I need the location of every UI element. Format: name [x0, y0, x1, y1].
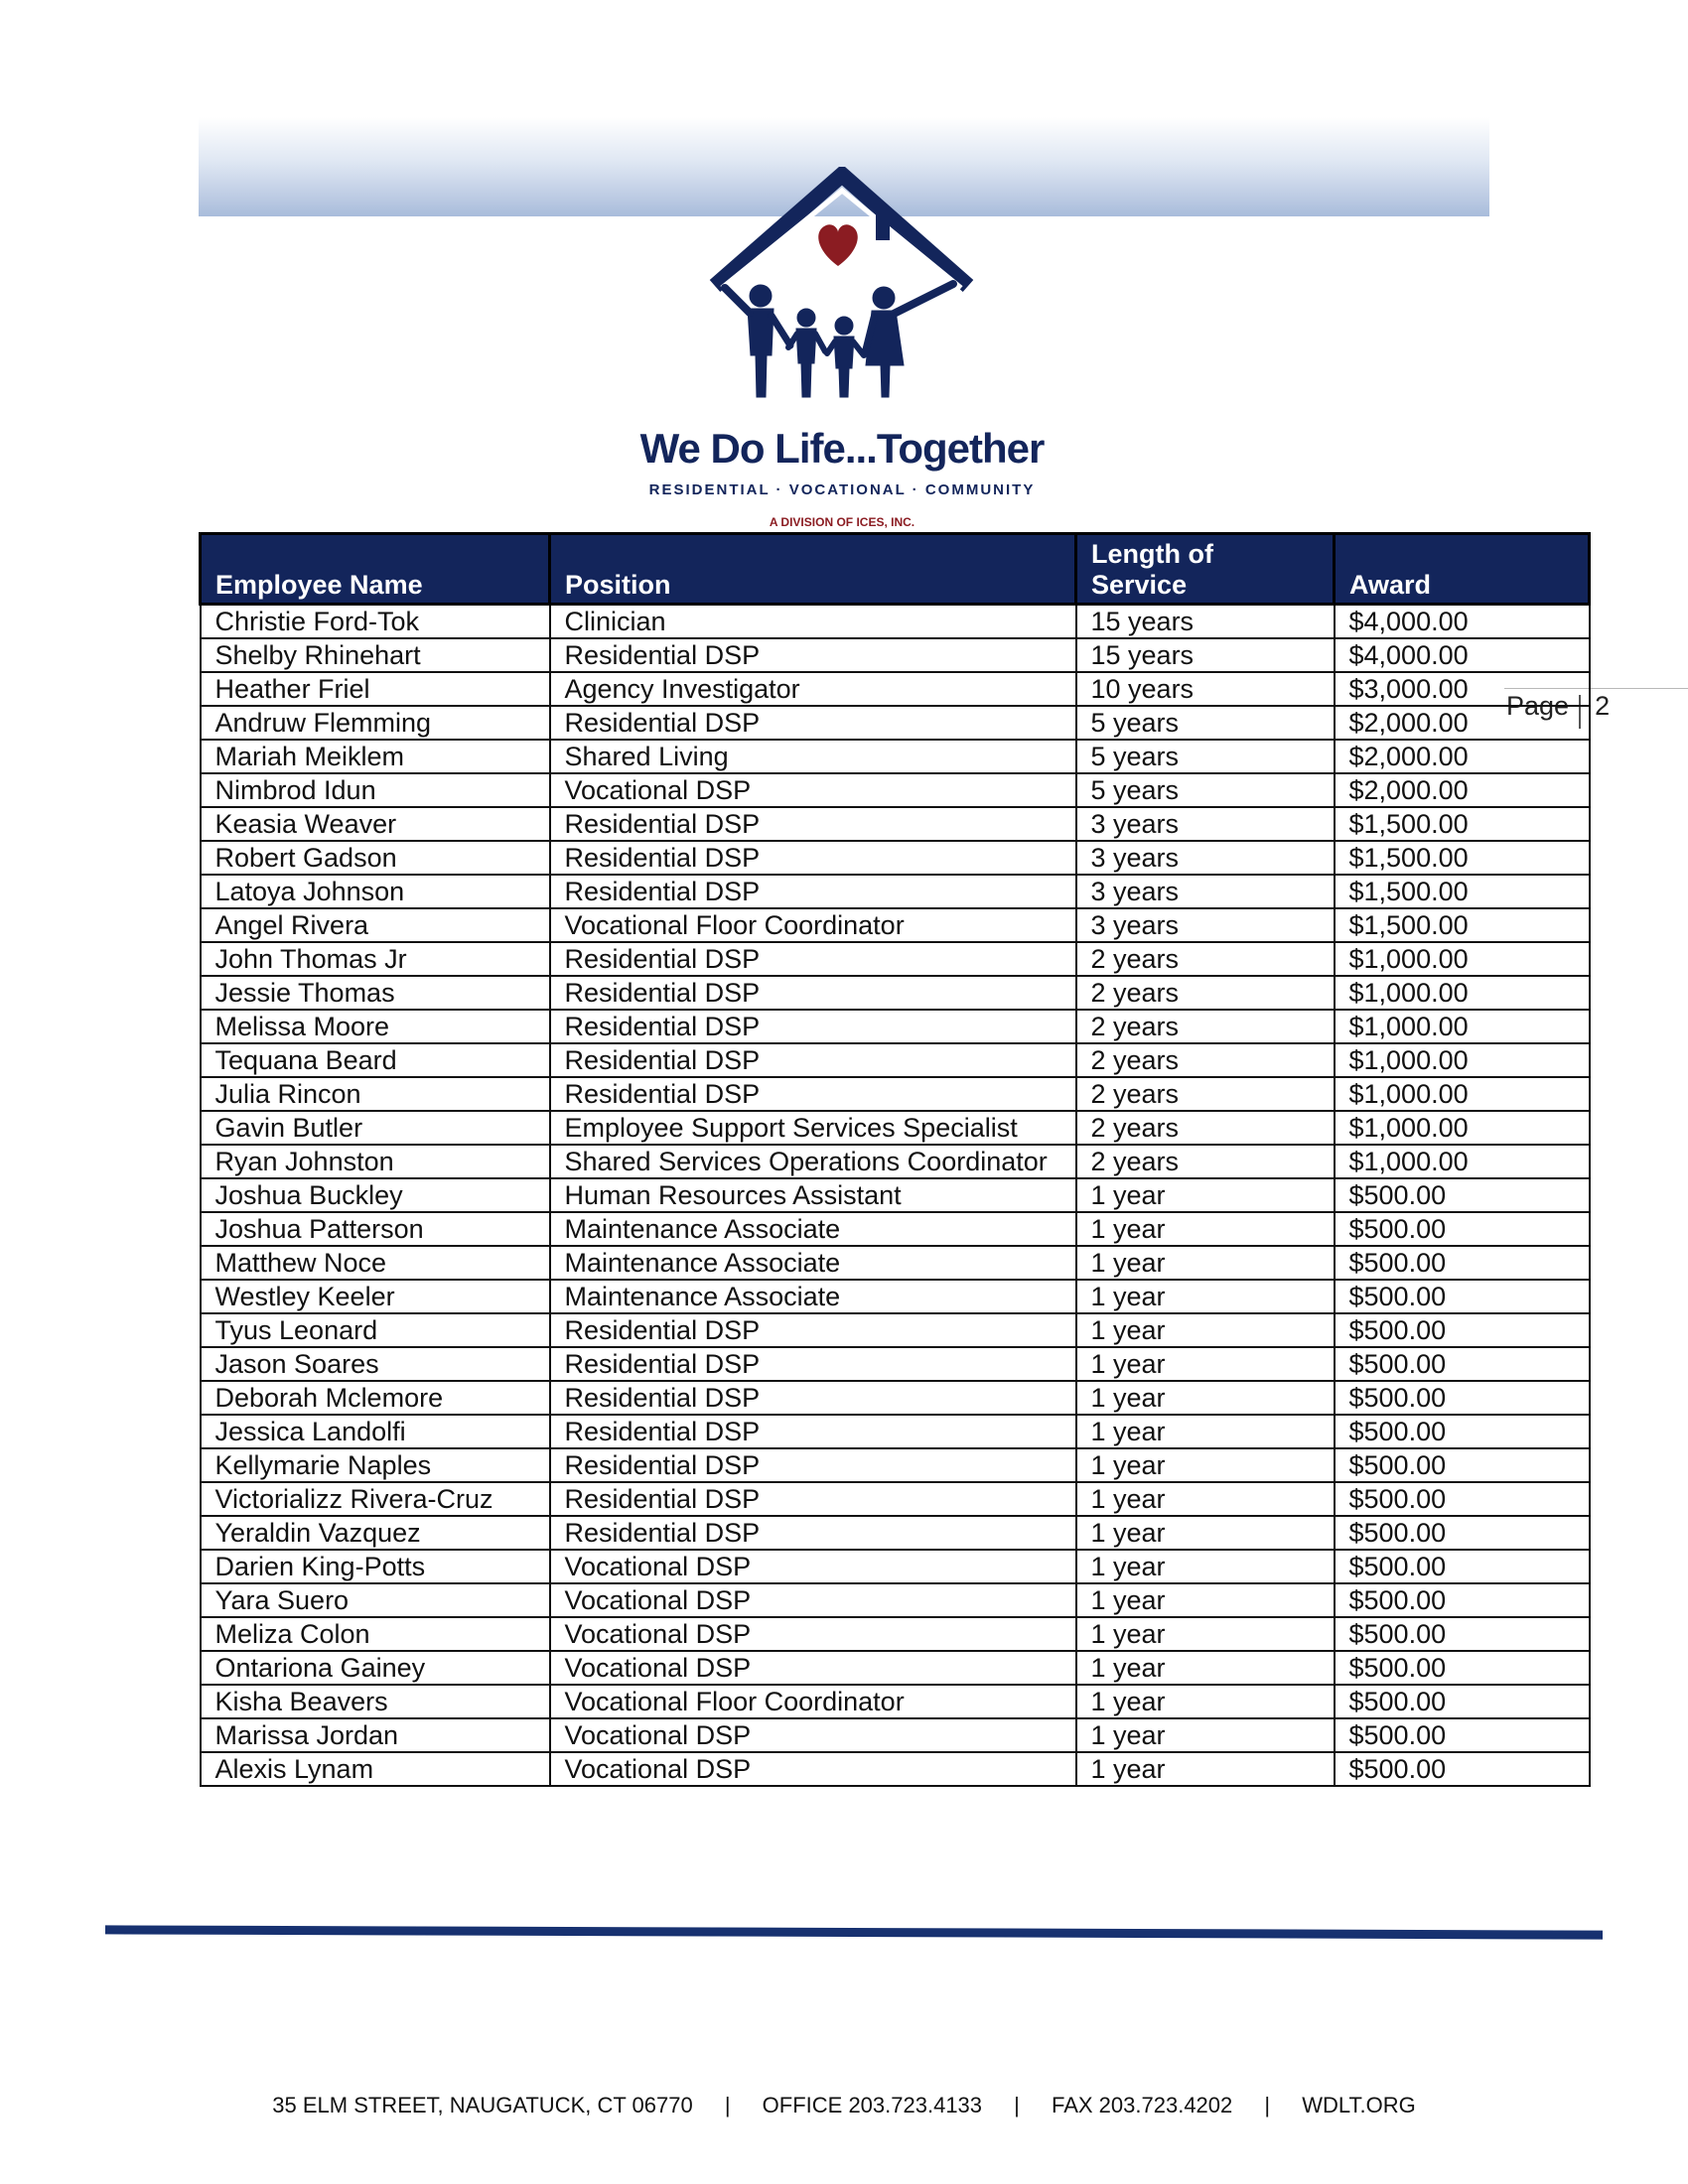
- award-cell: $3,000.00: [1335, 672, 1590, 706]
- length-of-service-cell: 2 years: [1076, 1043, 1335, 1077]
- header-position: Position: [550, 534, 1076, 605]
- table-row: [201, 1178, 1590, 1212]
- employee-name-cell: Matthew Noce: [201, 1246, 550, 1280]
- position-cell: Residential DSP: [550, 1381, 1076, 1415]
- position-cell: Residential DSP: [550, 1043, 1076, 1077]
- award-cell: $500.00: [1335, 1415, 1590, 1448]
- table-row: [201, 1212, 1590, 1246]
- length-of-service-cell: 3 years: [1076, 875, 1335, 908]
- employee-name-cell: Marissa Jordan: [201, 1718, 550, 1752]
- length-of-service-cell: 1 year: [1076, 1550, 1335, 1583]
- table-row: [201, 1651, 1590, 1685]
- table-row: [201, 1685, 1590, 1718]
- award-cell: $1,000.00: [1335, 1043, 1590, 1077]
- position-cell: Residential DSP: [550, 1077, 1076, 1111]
- page-label: Page: [1506, 691, 1570, 721]
- length-of-service-cell: 1 year: [1076, 1448, 1335, 1482]
- award-cell: $1,500.00: [1335, 908, 1590, 942]
- award-cell: $1,000.00: [1335, 976, 1590, 1010]
- logo-division: A DIVISION OF ICES, INC.: [769, 515, 915, 529]
- award-cell: $2,000.00: [1335, 740, 1590, 773]
- length-of-service-cell: 2 years: [1076, 1077, 1335, 1111]
- length-of-service-cell: 1 year: [1076, 1178, 1335, 1212]
- table-row: [201, 1077, 1590, 1111]
- position-cell: Agency Investigator: [550, 672, 1076, 706]
- table-row: [201, 773, 1590, 807]
- table-row: [201, 638, 1590, 672]
- length-of-service-cell: 1 year: [1076, 1246, 1335, 1280]
- employee-name-cell: Gavin Butler: [201, 1111, 550, 1145]
- table-row: [201, 1752, 1590, 1786]
- length-of-service-cell: 3 years: [1076, 841, 1335, 875]
- length-of-service-cell: 1 year: [1076, 1415, 1335, 1448]
- page-number-value: 2: [1595, 691, 1611, 721]
- position-cell: Residential DSP: [550, 638, 1076, 672]
- logo-subline: RESIDENTIAL · VOCATIONAL · COMMUNITY: [648, 481, 1036, 498]
- footer-address: 35 ELM STREET, NAUGATUCK, CT 06770: [272, 2093, 693, 2117]
- award-cell: $1,000.00: [1335, 1077, 1590, 1111]
- award-cell: $500.00: [1335, 1347, 1590, 1381]
- footer-separator: |: [1014, 2093, 1020, 2117]
- table-body: [201, 605, 1590, 1787]
- position-cell: Residential DSP: [550, 1313, 1076, 1347]
- position-cell: Maintenance Associate: [550, 1280, 1076, 1313]
- table-row: [201, 605, 1590, 639]
- employee-name-cell: Ryan Johnston: [201, 1145, 550, 1178]
- header-employee-name: Employee Name: [201, 534, 550, 605]
- length-of-service-cell: 1 year: [1076, 1347, 1335, 1381]
- employee-name-cell: Alexis Lynam: [201, 1752, 550, 1786]
- employee-name-cell: Keasia Weaver: [201, 807, 550, 841]
- length-of-service-cell: 5 years: [1076, 773, 1335, 807]
- award-cell: $500.00: [1335, 1718, 1590, 1752]
- position-cell: Vocational DSP: [550, 1617, 1076, 1651]
- award-cell: $500.00: [1335, 1246, 1590, 1280]
- employee-name-cell: Latoya Johnson: [201, 875, 550, 908]
- employee-name-cell: Victorializz Rivera-Cruz: [201, 1482, 550, 1516]
- table-row: [201, 740, 1590, 773]
- position-cell: Residential DSP: [550, 1482, 1076, 1516]
- length-of-service-cell: 1 year: [1076, 1313, 1335, 1347]
- award-cell: $500.00: [1335, 1685, 1590, 1718]
- award-cell: $2,000.00: [1335, 773, 1590, 807]
- length-of-service-cell: 1 year: [1076, 1617, 1335, 1651]
- service-awards-table: [199, 532, 1591, 1787]
- length-of-service-cell: 5 years: [1076, 740, 1335, 773]
- table-row: [201, 1010, 1590, 1043]
- award-cell: $500.00: [1335, 1448, 1590, 1482]
- logo-tagline: We Do Life...Together: [639, 425, 1045, 472]
- position-cell: Vocational Floor Coordinator: [550, 908, 1076, 942]
- employee-name-cell: Yara Suero: [201, 1583, 550, 1617]
- employee-name-cell: Darien King-Potts: [201, 1550, 550, 1583]
- employee-name-cell: Kellymarie Naples: [201, 1448, 550, 1482]
- award-cell: $1,500.00: [1335, 807, 1590, 841]
- table-row: [201, 1583, 1590, 1617]
- position-cell: Residential DSP: [550, 1347, 1076, 1381]
- award-cell: $1,500.00: [1335, 841, 1590, 875]
- award-cell: $500.00: [1335, 1381, 1590, 1415]
- award-cell: $500.00: [1335, 1482, 1590, 1516]
- table-row: [201, 1347, 1590, 1381]
- position-cell: Residential DSP: [550, 706, 1076, 740]
- length-of-service-cell: 2 years: [1076, 976, 1335, 1010]
- table-row: [201, 1482, 1590, 1516]
- header-award: Award: [1335, 534, 1590, 605]
- position-cell: Vocational DSP: [550, 1651, 1076, 1685]
- award-cell: $500.00: [1335, 1178, 1590, 1212]
- employee-name-cell: Julia Rincon: [201, 1077, 550, 1111]
- employee-name-cell: Kisha Beavers: [201, 1685, 550, 1718]
- table-row: [201, 875, 1590, 908]
- employee-name-cell: Yeraldin Vazquez: [201, 1516, 550, 1550]
- footer-contact: [0, 2093, 1688, 2118]
- employee-name-cell: Mariah Meiklem: [201, 740, 550, 773]
- header-service-line1: Length of: [1091, 539, 1213, 569]
- table-row: [201, 1415, 1590, 1448]
- length-of-service-cell: 15 years: [1076, 638, 1335, 672]
- table-row: [201, 1313, 1590, 1347]
- award-cell: $500.00: [1335, 1752, 1590, 1786]
- length-of-service-cell: 5 years: [1076, 706, 1335, 740]
- length-of-service-cell: 2 years: [1076, 1010, 1335, 1043]
- award-cell: $500.00: [1335, 1617, 1590, 1651]
- employee-name-cell: Nimbrod Idun: [201, 773, 550, 807]
- table-row: [201, 1145, 1590, 1178]
- length-of-service-cell: 2 years: [1076, 942, 1335, 976]
- table-row: [201, 1043, 1590, 1077]
- table-row: [201, 1617, 1590, 1651]
- employee-name-cell: John Thomas Jr: [201, 942, 550, 976]
- award-cell: $4,000.00: [1335, 605, 1590, 639]
- footer-website[interactable]: WDLT.ORG: [1302, 2093, 1416, 2117]
- length-of-service-cell: 1 year: [1076, 1482, 1335, 1516]
- position-cell: Residential DSP: [550, 1010, 1076, 1043]
- position-cell: Vocational DSP: [550, 1550, 1076, 1583]
- length-of-service-cell: 1 year: [1076, 1381, 1335, 1415]
- footer-separator: |: [724, 2093, 731, 2117]
- length-of-service-cell: 1 year: [1076, 1280, 1335, 1313]
- table-row: [201, 1246, 1590, 1280]
- table-row: [201, 807, 1590, 841]
- position-cell: Residential DSP: [550, 875, 1076, 908]
- award-cell: $500.00: [1335, 1313, 1590, 1347]
- table-row: [201, 908, 1590, 942]
- length-of-service-cell: 1 year: [1076, 1752, 1335, 1786]
- length-of-service-cell: 1 year: [1076, 1516, 1335, 1550]
- position-cell: Residential DSP: [550, 942, 1076, 976]
- award-cell: $1,500.00: [1335, 875, 1590, 908]
- position-cell: Employee Support Services Specialist: [550, 1111, 1076, 1145]
- award-cell: $1,000.00: [1335, 942, 1590, 976]
- footer-office-phone: OFFICE 203.723.4133: [762, 2093, 983, 2117]
- employee-name-cell: Meliza Colon: [201, 1617, 550, 1651]
- header-service-line2: Service: [1091, 570, 1188, 600]
- employee-name-cell: Melissa Moore: [201, 1010, 550, 1043]
- award-cell: $1,000.00: [1335, 1010, 1590, 1043]
- table-row: [201, 976, 1590, 1010]
- employee-name-cell: Shelby Rhinehart: [201, 638, 550, 672]
- position-cell: Human Resources Assistant: [550, 1178, 1076, 1212]
- employee-name-cell: Tequana Beard: [201, 1043, 550, 1077]
- footer-separator: |: [1264, 2093, 1271, 2117]
- footer-fax: FAX 203.723.4202: [1052, 2093, 1233, 2117]
- award-cell: $500.00: [1335, 1651, 1590, 1685]
- position-cell: Residential DSP: [550, 976, 1076, 1010]
- table-row: [201, 1718, 1590, 1752]
- table-row: [201, 942, 1590, 976]
- length-of-service-cell: 1 year: [1076, 1583, 1335, 1617]
- employee-name-cell: Angel Rivera: [201, 908, 550, 942]
- position-cell: Vocational DSP: [550, 1752, 1076, 1786]
- table-row: [201, 1448, 1590, 1482]
- length-of-service-cell: 2 years: [1076, 1111, 1335, 1145]
- length-of-service-cell: 1 year: [1076, 1718, 1335, 1752]
- award-cell: $4,000.00: [1335, 638, 1590, 672]
- award-cell: $1,000.00: [1335, 1111, 1590, 1145]
- employee-name-cell: Deborah Mclemore: [201, 1381, 550, 1415]
- length-of-service-cell: 3 years: [1076, 908, 1335, 942]
- table-row: [201, 1550, 1590, 1583]
- employee-name-cell: Jessie Thomas: [201, 976, 550, 1010]
- position-cell: Residential DSP: [550, 807, 1076, 841]
- table-row: [201, 841, 1590, 875]
- organization-logo: [586, 167, 1102, 536]
- position-cell: Vocational DSP: [550, 1718, 1076, 1752]
- table-row: [201, 1111, 1590, 1145]
- table-row: [201, 1516, 1590, 1550]
- length-of-service-cell: 1 year: [1076, 1651, 1335, 1685]
- position-cell: Maintenance Associate: [550, 1212, 1076, 1246]
- award-cell: $500.00: [1335, 1212, 1590, 1246]
- position-cell: Vocational DSP: [550, 773, 1076, 807]
- position-cell: Vocational DSP: [550, 1583, 1076, 1617]
- position-cell: Maintenance Associate: [550, 1246, 1076, 1280]
- family-figures-icon: [725, 284, 953, 397]
- position-cell: Residential DSP: [550, 1415, 1076, 1448]
- table-row: [201, 1280, 1590, 1313]
- award-cell: $1,000.00: [1335, 1145, 1590, 1178]
- heart-icon: [818, 224, 858, 266]
- length-of-service-cell: 2 years: [1076, 1145, 1335, 1178]
- position-cell: Shared Living: [550, 740, 1076, 773]
- table-header-row: [201, 534, 1590, 605]
- length-of-service-cell: 10 years: [1076, 672, 1335, 706]
- length-of-service-cell: 15 years: [1076, 605, 1335, 639]
- position-cell: Residential DSP: [550, 1448, 1076, 1482]
- award-cell: $500.00: [1335, 1516, 1590, 1550]
- award-cell: $500.00: [1335, 1280, 1590, 1313]
- position-cell: Clinician: [550, 605, 1076, 639]
- award-cell: $2,000.00: [1335, 706, 1590, 740]
- position-cell: Residential DSP: [550, 1516, 1076, 1550]
- employee-name-cell: Andruw Flemming: [201, 706, 550, 740]
- table-row: [201, 706, 1590, 740]
- length-of-service-cell: 1 year: [1076, 1212, 1335, 1246]
- position-cell: Vocational Floor Coordinator: [550, 1685, 1076, 1718]
- employee-name-cell: Joshua Buckley: [201, 1178, 550, 1212]
- table-row: [201, 1381, 1590, 1415]
- employee-name-cell: Tyus Leonard: [201, 1313, 550, 1347]
- position-cell: Residential DSP: [550, 841, 1076, 875]
- award-cell: $500.00: [1335, 1583, 1590, 1617]
- employee-name-cell: Robert Gadson: [201, 841, 550, 875]
- employee-name-cell: Jessica Landolfi: [201, 1415, 550, 1448]
- position-cell: Shared Services Operations Coordinator: [550, 1145, 1076, 1178]
- employee-name-cell: Joshua Patterson: [201, 1212, 550, 1246]
- employee-name-cell: Jason Soares: [201, 1347, 550, 1381]
- employee-name-cell: Westley Keeler: [201, 1280, 550, 1313]
- length-of-service-cell: 3 years: [1076, 807, 1335, 841]
- employee-name-cell: Ontariona Gainey: [201, 1651, 550, 1685]
- table-row: [201, 672, 1590, 706]
- footer-divider-line: [105, 1925, 1603, 1939]
- header-length-of-service: [1076, 534, 1335, 605]
- employee-name-cell: Christie Ford-Tok: [201, 605, 550, 639]
- employee-name-cell: Heather Friel: [201, 672, 550, 706]
- length-of-service-cell: 1 year: [1076, 1685, 1335, 1718]
- award-cell: $500.00: [1335, 1550, 1590, 1583]
